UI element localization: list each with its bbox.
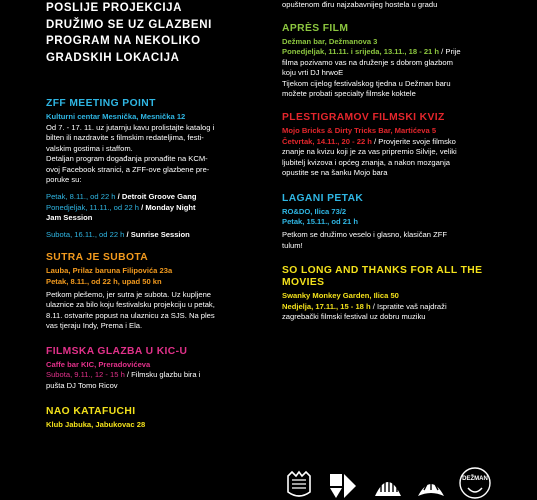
left-column <box>46 0 258 430</box>
section-location: Mojo Bricks & Dirty Tricks Bar, Martićeva 5 <box>282 126 437 136</box>
dezman-logo <box>458 466 492 500</box>
section-title: PLESTIGRAMOV FILMSKI KVIZ <box>282 112 445 124</box>
section-text: Petkom plešemo, jer sutra je subota. Uz kupljene ulaznice za bilo koju festivalsku projekciju u petak, 8.11. ostvarite popust na ulaznicu za SJS. Na ples vas tjeraju Indy, Prema i Ela. <box>46 289 215 331</box>
section-sutra-je-subota <box>46 252 258 331</box>
intro-line-4: GRADSKIH LOKACIJA <box>46 51 180 64</box>
section-location: RO&DO, Ilica 73/2 <box>282 206 347 216</box>
section-so-long <box>282 265 494 323</box>
schedule-item: Petak, 8.11., od 22 h / Detroit Groove Gang <box>46 192 197 202</box>
tiger-logo <box>414 468 448 500</box>
section-title: SUTRA JE SUBOTA <box>46 252 149 264</box>
section-filmski-kviz <box>282 112 494 179</box>
section-text: Petkom se družimo veselo i glasno, klasičan ZFF tulum! <box>282 230 448 250</box>
section-text: Četvrtak, 14.11., 20 - 22 h / Provjerite svoje filmsko znanje na kvizu koji je za vas pripremio Silvije, veliki ljubitelj kvizova i općeg znanja, a nakon mozganja opustite se na šanku Mojo bara <box>282 136 457 178</box>
section-location: Swanky Monkey Garden, Ilica 50 <box>282 291 399 301</box>
section-date: Petak, 8.11., od 22 h, upad 50 kn <box>46 276 162 286</box>
section-title: APRÈS FILM <box>282 22 349 34</box>
crown-logo <box>372 470 404 500</box>
dezman-logo-text: DEŽMAN <box>462 476 488 482</box>
section-title: ZFF MEETING POINT <box>46 98 156 109</box>
section-text: Nedjelja, 17.11., 15 - 18 h / Ispratite vaš najdraži zagrebački filmski festival uz dobru muziku <box>282 301 447 322</box>
section-location: Klub Jabuka, Jabukovac 28 <box>46 419 146 429</box>
section-location: Caffe bar KIC, Preradovićeva <box>46 359 151 369</box>
section-location: Lauba, Prilaz baruna Filipovića 23a <box>46 266 173 276</box>
section-filmska-glazba <box>46 346 258 392</box>
intro-line-3: PROGRAM NA NEKOLIKO <box>46 35 201 47</box>
section-title: SO LONG AND THANKS FOR ALL THE MOVIES <box>282 265 483 289</box>
sponsor-logos <box>282 452 502 500</box>
section-title: NAO KATAFUCHI <box>46 405 136 417</box>
intro-heading <box>46 0 258 66</box>
section-apres-film <box>282 23 494 100</box>
section-lagani-petak <box>282 193 494 251</box>
section-nao-katafuchi <box>46 406 258 431</box>
intro-line-1: POSLIJE PROJEKCIJA <box>46 2 183 14</box>
section-title: LAGANI PETAK <box>282 192 364 204</box>
schedule-item: Ponedjeljak, 11.11., od 22 h / Monday Night Jam Session <box>46 202 196 223</box>
section-text: Subota, 9.11., 12 - 15 h / Filmsku glazbu bira i pušta DJ Tomo Ricov <box>46 370 201 390</box>
section-location: Dežman bar, Dežmanova 3 <box>282 36 378 46</box>
schedule-item: Subota, 16.11., od 22 h / Sunrise Session <box>46 229 190 239</box>
section-title: FILMSKA GLAZBA U KIC-U <box>46 345 188 357</box>
intro-line-2: DRUŽIMO SE UZ GLAZBENI <box>46 18 212 31</box>
continued-text: opuštenom điru najzabavnijeg hostela u gradu <box>282 0 438 9</box>
section-text: Ponedjeljak, 11.11. i srijeda, 13.11., 18 - 21 h / Prije filma pozivamo vas na druženje s dobrom glazbom koju vrti DJ hrwoE Tijekom cijelog festivalskog tjedna u Dežman baru možete probati specialty filmske koktele <box>282 47 461 99</box>
section-text: Od 7. - 17. 11. uz jutarnju kavu prolistajte katalog i bilten ili nazdravite s filmskim redateljima, festi- valskim gostima i staffom. <box>46 122 215 153</box>
section-text: Detaljan program događanja pronađite na KCM- ovoj Facebook stranici, a ZFF-ove glazbene pre- poruke su: <box>46 154 210 185</box>
city-crest-logo <box>284 470 314 500</box>
right-column <box>282 0 494 323</box>
section-zff-meeting-point <box>46 98 258 240</box>
section-location: Kulturni centar Mesnička, Mesnička 12 <box>46 112 186 121</box>
kcm-logo <box>328 472 358 500</box>
section-date: Petak, 15.11., od 21 h <box>282 217 358 227</box>
